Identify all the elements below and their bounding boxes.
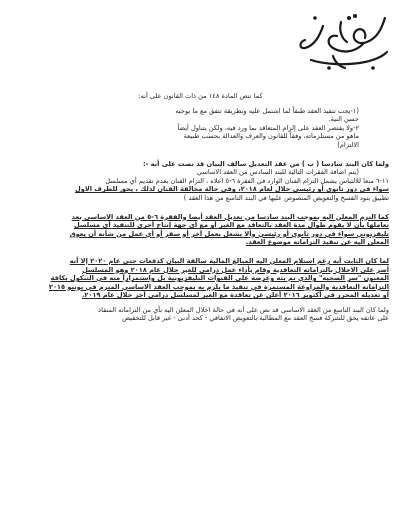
quote-line: ٢-ولا يقتصر العقد على إلزام المتعاقد بما ورد فيه، ولكن يتناول أيضاً bbox=[177, 123, 359, 132]
signature-logo-icon bbox=[293, 8, 393, 76]
paragraph-line: أو تعديله المحرر في أكتوبر ٢٠١٦ أعلن عن تعاقدة مع الغير لمسلسل درامي آخر خلال عام ٢٠١٩. bbox=[81, 291, 389, 300]
article-148-quote bbox=[12, 107, 389, 150]
document-body bbox=[12, 92, 389, 323]
signature-logo bbox=[293, 8, 393, 76]
clause-intro-heading: ولما كان البند سادسا ( ب ) من عقد التعديل سالف البيان قد نصت على أنه -: bbox=[143, 159, 389, 168]
paragraph-line: أصر على الاخلال بالتزاماته التعاقدية وقام بأداء عمل درامي للغير خلال عام ٢٠١٨ وهو المسلسل bbox=[82, 265, 389, 274]
intro-line: كما تنص المادة ١٤٨ من ذات القانون على أنه: bbox=[138, 92, 263, 100]
clause-line: سواء في دور ثانوي أو رئيسي خلال لعام ٢٠١٨، وفي حالة مخالفة الفنان لذلك ، يحق للطرف الاول bbox=[75, 185, 389, 194]
paragraph-line: ولما كان البند التاسع من العقد الاساسي قد نص على أنه في حالة اخلال المعلن اليه بأي من التزاماته المنفاذ bbox=[98, 305, 389, 314]
paragraph-breach bbox=[12, 257, 389, 300]
quote-line: الالتزام) bbox=[337, 140, 359, 149]
paragraph-line: تليفزيوني سواء في دور ثانوي أو رئيسي وألا يشغل بعمل آخر أو سفر أو أي عمل من شأنه أن يعوق bbox=[69, 229, 389, 238]
paragraph-obligations bbox=[12, 213, 389, 247]
paragraph-line: المعنون "سر الصحيه" والذي تم بثه وعرضه على القنوات التليفزيونية بل واستمراراً منه في التنكول بكافة bbox=[50, 274, 389, 283]
paragraph-line: كما التزم المعلن اليه بموجب البند سادسا من تعديل العقد أيضا والفقرة ٦-٥ من العقد الاساسي بعد bbox=[71, 212, 389, 221]
paragraph-line: التزاماته التعاقدية والمراوغة المستمرة في تنفيذ ما يلزم به بموجب العقد الاساسي المبرم في يونيو ٢٠١٥ bbox=[48, 282, 389, 291]
paragraph-line: تعاملها بأن لا يقوم طوال مدة العقد بالتعاقد مع الغير أو مع أي جهة إنتاج أخرى للتنفيذ أي مسلسل bbox=[73, 221, 389, 230]
paragraph-line: على عاتقه يحق للشركة فسخ العقد مع المطالبة بالتعويض الاتفاقي - كحد أدنى - غير قابل للتخفيض bbox=[122, 314, 389, 323]
clause-subheading: (يتم اضافة الفقرات التالية للبند السادس من العقد الاساسي bbox=[196, 168, 359, 177]
clause-line: ١١-٦ منعا للالتباس يشمل التزام الفنان الوارد في الفقرة ٦-٥ اعلاه ، التزام الفنان بعدم تقديم أي مسلسل bbox=[105, 176, 389, 185]
paragraph-termination bbox=[12, 306, 389, 323]
quote-line: ماهو من مستلزماته، وفقاً للقانون والعرف والعدالة بحسب طبيعة bbox=[183, 132, 359, 141]
paragraph-line: المعلن اليه عن تنفيذ التزاماته موضوع العقد. bbox=[245, 238, 389, 247]
paragraph-line: لما كان الثابت أنه رغم استلام المعلن اليه المبالغ المالية سالفة البيان كدفعات حتى عام ٢٠٢٠ إلا أنه bbox=[69, 256, 389, 265]
quote-line: حسن النية. bbox=[328, 115, 359, 124]
clause-line: تطبيق بنود الفسخ والتعويض المنصوص عليها في البند التاسع من هذا العقد ) bbox=[183, 193, 389, 202]
quote-line: (١-يجب تنفيذ العقد طبقاً لما اشتمل عليه وبطريقة تتفق مع ما يوجبه bbox=[175, 106, 359, 115]
